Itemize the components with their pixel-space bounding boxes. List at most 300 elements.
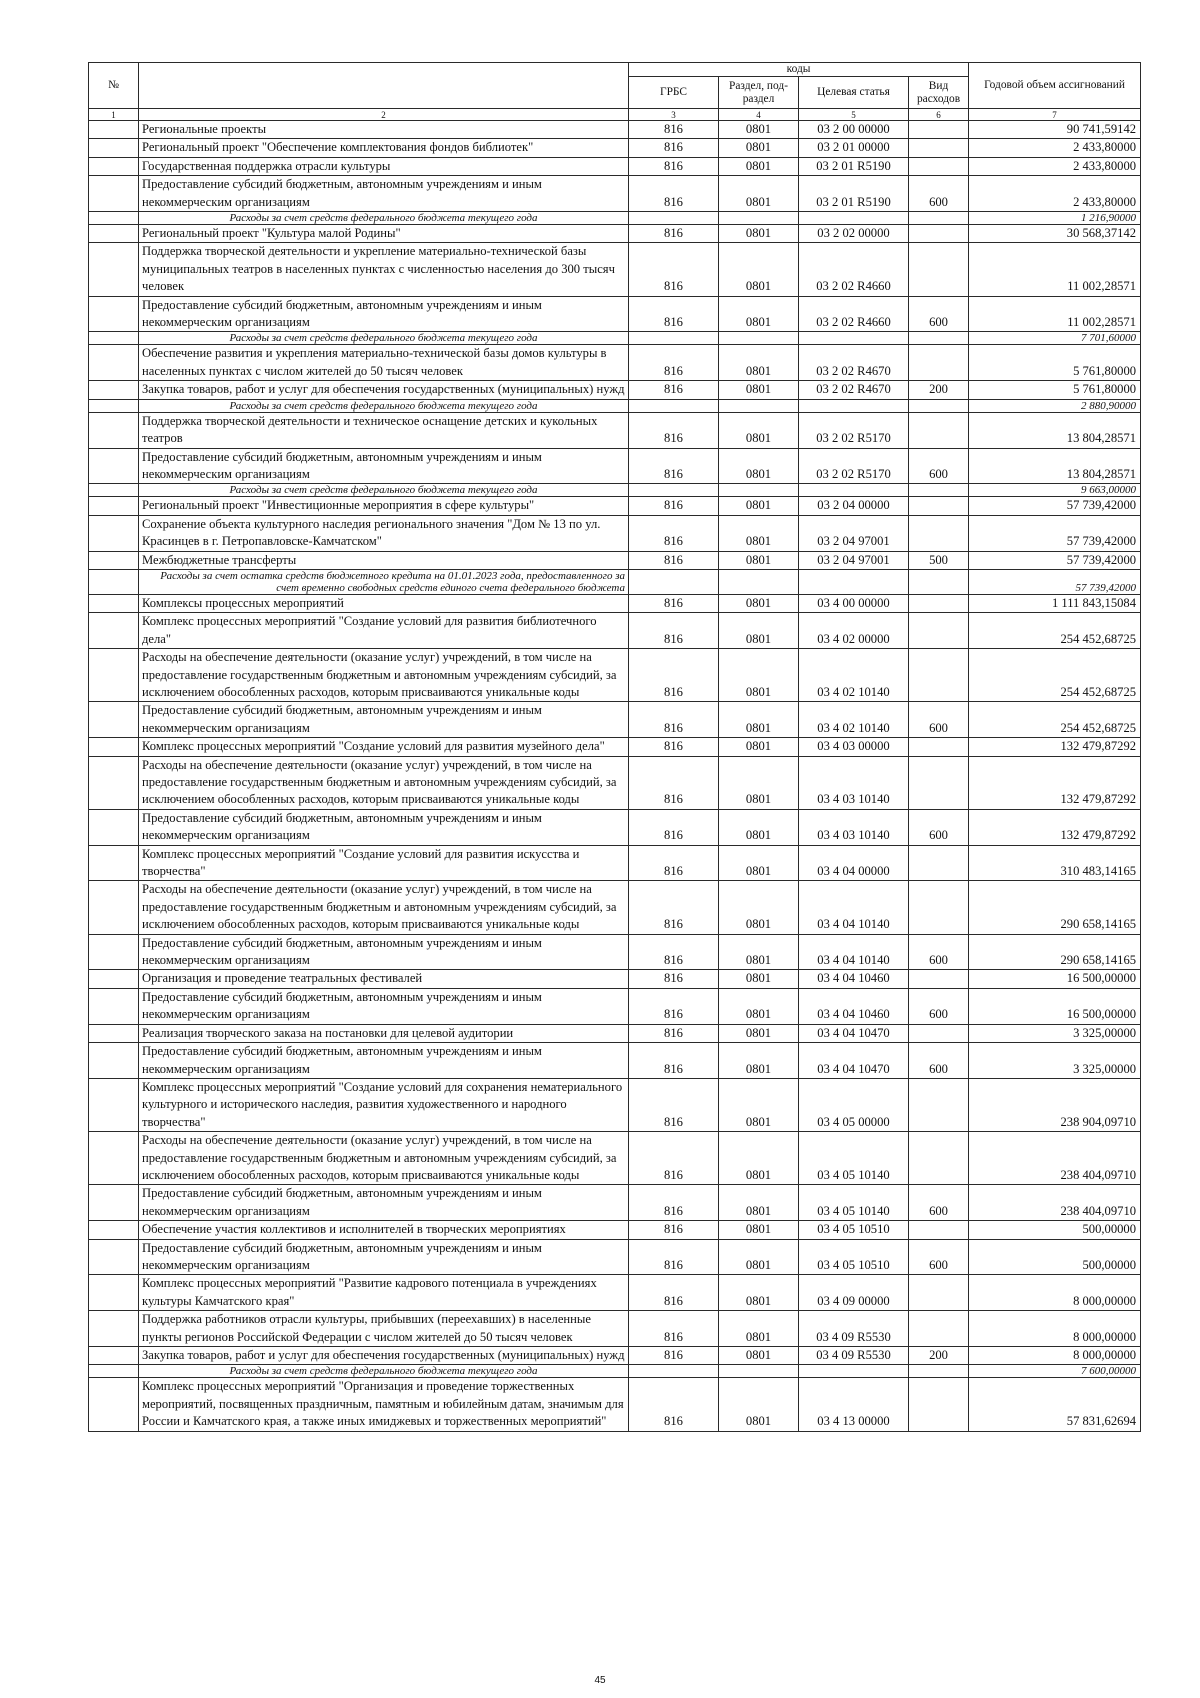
- table-row: [89, 649, 1141, 702]
- row-exp-type: [909, 1024, 969, 1042]
- row-exp-type: [909, 970, 969, 988]
- row-name: Закупка товаров, работ и услуг для обеспечения государственных (муниципальных) нужд: [139, 1347, 629, 1365]
- table-row: [89, 1078, 1141, 1131]
- row-number-cell: [89, 809, 139, 845]
- row-section: 0801: [719, 497, 799, 515]
- row-grbs: 816: [629, 1043, 719, 1079]
- row-exp-type: 600: [909, 702, 969, 738]
- row-amount: 16 500,00000: [969, 988, 1141, 1024]
- row-number-cell: [89, 881, 139, 934]
- row-number-cell: [89, 1185, 139, 1221]
- row-section: 0801: [719, 121, 799, 139]
- empty-cell: [719, 484, 799, 497]
- empty-cell: [799, 484, 909, 497]
- row-name: Предоставление субсидий бюджетным, автономным учреждениям и иным некоммерческим организациям: [139, 448, 629, 484]
- row-number-cell: [89, 497, 139, 515]
- table-body: [89, 121, 1141, 1432]
- row-article: 03 4 09 00000: [799, 1275, 909, 1311]
- table-row: [89, 345, 1141, 381]
- row-exp-type: [909, 225, 969, 243]
- col-number: 6: [909, 109, 969, 121]
- table-header: [89, 63, 1141, 121]
- note-row: [89, 332, 1141, 345]
- row-name: Организация и проведение театральных фестивалей: [139, 970, 629, 988]
- header-grbs: ГРБС: [629, 77, 719, 109]
- row-exp-type: 600: [909, 296, 969, 332]
- row-exp-type: [909, 412, 969, 448]
- row-section: 0801: [719, 1024, 799, 1042]
- row-amount: 5 761,80000: [969, 345, 1141, 381]
- table-row: [89, 412, 1141, 448]
- row-amount: 238 404,09710: [969, 1132, 1141, 1185]
- row-section: 0801: [719, 1239, 799, 1275]
- row-section: 0801: [719, 738, 799, 756]
- row-grbs: 816: [629, 121, 719, 139]
- row-exp-type: 600: [909, 448, 969, 484]
- table-row: [89, 551, 1141, 569]
- row-exp-type: [909, 1275, 969, 1311]
- row-exp-type: 200: [909, 381, 969, 399]
- row-section: 0801: [719, 809, 799, 845]
- row-name: Предоставление субсидий бюджетным, автономным учреждениям и иным некоммерческим организациям: [139, 176, 629, 212]
- row-article: 03 4 03 10140: [799, 756, 909, 809]
- table-row: [89, 1378, 1141, 1431]
- row-number-cell: [89, 484, 139, 497]
- row-name: Региональный проект "Культура малой Родины": [139, 225, 629, 243]
- row-amount: 254 452,68725: [969, 613, 1141, 649]
- row-article: 03 2 01 R5190: [799, 176, 909, 212]
- row-section: 0801: [719, 702, 799, 738]
- row-number-cell: [89, 176, 139, 212]
- table-row: [89, 515, 1141, 551]
- empty-cell: [719, 399, 799, 412]
- row-amount: 13 804,28571: [969, 412, 1141, 448]
- row-amount: 3 325,00000: [969, 1024, 1141, 1042]
- row-exp-type: [909, 515, 969, 551]
- row-exp-type: 600: [909, 988, 969, 1024]
- row-article: 03 4 02 00000: [799, 613, 909, 649]
- row-article: 03 2 04 97001: [799, 515, 909, 551]
- row-amount: 57 739,42000: [969, 497, 1141, 515]
- row-number-cell: [89, 345, 139, 381]
- row-number-cell: [89, 139, 139, 157]
- row-exp-type: [909, 881, 969, 934]
- row-name: Расходы на обеспечение деятельности (оказание услуг) учреждений, в том числе на предоставление государственным бюджетным и автономным учреждениям субсидий, за исключением обособленных расходов, которым присваиваются уникальные коды: [139, 1132, 629, 1185]
- table-row: [89, 176, 1141, 212]
- row-article: 03 4 04 10460: [799, 970, 909, 988]
- row-article: 03 4 04 10470: [799, 1024, 909, 1042]
- row-article: 03 2 01 00000: [799, 139, 909, 157]
- col-number: 5: [799, 109, 909, 121]
- row-section: 0801: [719, 881, 799, 934]
- col-number: 3: [629, 109, 719, 121]
- note-row: [89, 484, 1141, 497]
- row-exp-type: [909, 1132, 969, 1185]
- table-row: [89, 970, 1141, 988]
- row-amount: 57 739,42000: [969, 551, 1141, 569]
- table-row: [89, 1185, 1141, 1221]
- row-section: 0801: [719, 176, 799, 212]
- row-exp-type: [909, 845, 969, 881]
- empty-cell: [909, 484, 969, 497]
- row-grbs: 816: [629, 845, 719, 881]
- row-grbs: 816: [629, 243, 719, 296]
- row-article: 03 4 04 10140: [799, 881, 909, 934]
- note-text: Расходы за счет средств федерального бюджета текущего года: [139, 212, 629, 225]
- row-grbs: 816: [629, 497, 719, 515]
- row-exp-type: 600: [909, 1043, 969, 1079]
- row-number-cell: [89, 551, 139, 569]
- row-article: 03 4 04 10460: [799, 988, 909, 1024]
- row-section: 0801: [719, 649, 799, 702]
- row-name: Сохранение объекта культурного наследия регионального значения "Дом № 13 по ул. Красинцев в г. Петропавловске-Камчатском": [139, 515, 629, 551]
- row-grbs: 816: [629, 551, 719, 569]
- row-amount: 11 002,28571: [969, 296, 1141, 332]
- row-exp-type: [909, 345, 969, 381]
- row-name: Предоставление субсидий бюджетным, автономным учреждениям и иным некоммерческим организациям: [139, 1043, 629, 1079]
- row-amount: 290 658,14165: [969, 934, 1141, 970]
- row-name: Комплекс процессных мероприятий "Организация и проведение торжественных мероприятий, посвященных праздничным, памятным и юбилейным датам, значимым для России и Камчатского края, а также иных имиджевых и торжественных мероприятий": [139, 1378, 629, 1431]
- table-row: [89, 1132, 1141, 1185]
- empty-cell: [799, 399, 909, 412]
- row-name: Реализация творческого заказа на постановки для целевой аудитории: [139, 1024, 629, 1042]
- row-article: 03 2 04 97001: [799, 551, 909, 569]
- row-number-cell: [89, 702, 139, 738]
- row-section: 0801: [719, 1043, 799, 1079]
- row-number-cell: [89, 1378, 139, 1431]
- row-section: 0801: [719, 381, 799, 399]
- row-name: Комплекс процессных мероприятий "Создание условий для развития библиотечного дела": [139, 613, 629, 649]
- row-number-cell: [89, 613, 139, 649]
- empty-cell: [909, 332, 969, 345]
- table-row: [89, 139, 1141, 157]
- row-article: 03 4 04 00000: [799, 845, 909, 881]
- row-amount: 11 002,28571: [969, 243, 1141, 296]
- empty-cell: [719, 332, 799, 345]
- table-row: [89, 738, 1141, 756]
- row-section: 0801: [719, 1378, 799, 1431]
- row-name: Предоставление субсидий бюджетным, автономным учреждениям и иным некоммерческим организациям: [139, 1185, 629, 1221]
- row-exp-type: [909, 613, 969, 649]
- note-row: [89, 399, 1141, 412]
- note-text: Расходы за счет остатка средств бюджетного кредита на 01.01.2023 года, предоставленного за счет временно свободных средств единого счета федерального бюджета: [139, 569, 629, 594]
- row-number-cell: [89, 296, 139, 332]
- row-number-cell: [89, 121, 139, 139]
- note-text: Расходы за счет средств федерального бюджета текущего года: [139, 332, 629, 345]
- note-text: Расходы за счет средств федерального бюджета текущего года: [139, 1365, 629, 1378]
- row-exp-type: 600: [909, 934, 969, 970]
- row-grbs: 816: [629, 738, 719, 756]
- row-number-cell: [89, 649, 139, 702]
- row-name: Предоставление субсидий бюджетным, автономным учреждениям и иным некоммерческим организациям: [139, 702, 629, 738]
- row-exp-type: [909, 738, 969, 756]
- row-exp-type: 600: [909, 176, 969, 212]
- row-amount: 254 452,68725: [969, 702, 1141, 738]
- table-row: [89, 497, 1141, 515]
- table-row: [89, 1024, 1141, 1042]
- row-number-cell: [89, 381, 139, 399]
- row-article: 03 4 03 00000: [799, 738, 909, 756]
- row-amount: 13 804,28571: [969, 448, 1141, 484]
- row-article: 03 2 01 R5190: [799, 157, 909, 175]
- table-row: [89, 988, 1141, 1024]
- note-row: [89, 212, 1141, 225]
- row-amount: 90 741,59142: [969, 121, 1141, 139]
- note-amount: 7 701,60000: [969, 332, 1141, 345]
- col-number: 1: [89, 109, 139, 121]
- table-row: [89, 881, 1141, 934]
- row-number-cell: [89, 934, 139, 970]
- row-exp-type: [909, 1311, 969, 1347]
- row-amount: 2 433,80000: [969, 176, 1141, 212]
- empty-cell: [629, 399, 719, 412]
- row-amount: 2 433,80000: [969, 157, 1141, 175]
- row-grbs: 816: [629, 1132, 719, 1185]
- row-exp-type: [909, 1221, 969, 1239]
- row-article: 03 4 02 10140: [799, 649, 909, 702]
- row-name: Предоставление субсидий бюджетным, автономным учреждениям и иным некоммерческим организациям: [139, 296, 629, 332]
- row-section: 0801: [719, 157, 799, 175]
- column-numbers-row: [89, 109, 1141, 121]
- row-number-cell: [89, 1132, 139, 1185]
- row-grbs: 816: [629, 345, 719, 381]
- col-number: 7: [969, 109, 1141, 121]
- empty-cell: [629, 212, 719, 225]
- row-amount: 8 000,00000: [969, 1311, 1141, 1347]
- row-name: Комплекс процессных мероприятий "Развитие кадрового потенциала в учреждениях культуры Камчатского края": [139, 1275, 629, 1311]
- table-row: [89, 296, 1141, 332]
- row-name: Государственная поддержка отрасли культуры: [139, 157, 629, 175]
- row-section: 0801: [719, 345, 799, 381]
- row-amount: 1 111 843,15084: [969, 594, 1141, 612]
- row-grbs: 816: [629, 296, 719, 332]
- row-grbs: 816: [629, 1347, 719, 1365]
- row-grbs: 816: [629, 515, 719, 551]
- row-section: 0801: [719, 1078, 799, 1131]
- empty-cell: [909, 399, 969, 412]
- row-article: 03 2 02 R4660: [799, 296, 909, 332]
- row-article: 03 4 03 10140: [799, 809, 909, 845]
- row-amount: 132 479,87292: [969, 738, 1141, 756]
- row-number-cell: [89, 1347, 139, 1365]
- row-name: Расходы на обеспечение деятельности (оказание услуг) учреждений, в том числе на предоставление государственным бюджетным и автономным учреждениям субсидий, за исключением обособленных расходов, которым присваиваются уникальные коды: [139, 649, 629, 702]
- note-amount: 7 600,00000: [969, 1365, 1141, 1378]
- row-article: 03 2 02 R4670: [799, 345, 909, 381]
- row-name: Комплекс процессных мероприятий "Создание условий для развития музейного дела": [139, 738, 629, 756]
- row-name: Поддержка творческой деятельности и техническое оснащение детских и кукольных театров: [139, 412, 629, 448]
- row-article: 03 2 00 00000: [799, 121, 909, 139]
- row-number-cell: [89, 1239, 139, 1275]
- row-article: 03 2 02 R4660: [799, 243, 909, 296]
- row-grbs: 816: [629, 448, 719, 484]
- row-name: Предоставление субсидий бюджетным, автономным учреждениям и иным некоммерческим организациям: [139, 1239, 629, 1275]
- row-number-cell: [89, 225, 139, 243]
- row-grbs: 816: [629, 756, 719, 809]
- empty-cell: [909, 569, 969, 594]
- row-name: Расходы на обеспечение деятельности (оказание услуг) учреждений, в том числе на предоставление государственным бюджетным и автономным учреждениям субсидий, за исключением обособленных расходов, которым присваиваются уникальные коды: [139, 881, 629, 934]
- table-row: [89, 845, 1141, 881]
- row-amount: 57 739,42000: [969, 515, 1141, 551]
- row-name: Региональные проекты: [139, 121, 629, 139]
- row-article: 03 2 02 R5170: [799, 412, 909, 448]
- row-name: Межбюджетные трансферты: [139, 551, 629, 569]
- row-section: 0801: [719, 1221, 799, 1239]
- row-exp-type: 600: [909, 1185, 969, 1221]
- row-grbs: 816: [629, 1239, 719, 1275]
- row-grbs: 816: [629, 649, 719, 702]
- row-name: Поддержка работников отрасли культуры, прибывших (переехавших) в населенные пункты регионов Российской Федерации с числом жителей до 50 тысяч человек: [139, 1311, 629, 1347]
- row-number-cell: [89, 448, 139, 484]
- row-section: 0801: [719, 243, 799, 296]
- row-section: 0801: [719, 1311, 799, 1347]
- empty-cell: [799, 212, 909, 225]
- row-section: 0801: [719, 845, 799, 881]
- table-row: [89, 225, 1141, 243]
- col-number: 2: [139, 109, 629, 121]
- table-row: [89, 1347, 1141, 1365]
- row-section: 0801: [719, 1185, 799, 1221]
- row-number-cell: [89, 756, 139, 809]
- row-exp-type: [909, 1378, 969, 1431]
- row-number-cell: [89, 988, 139, 1024]
- note-row: [89, 569, 1141, 594]
- row-number-cell: [89, 212, 139, 225]
- empty-cell: [799, 332, 909, 345]
- empty-cell: [629, 569, 719, 594]
- table-row: [89, 1311, 1141, 1347]
- row-article: 03 4 02 10140: [799, 702, 909, 738]
- row-amount: 57 831,62694: [969, 1378, 1141, 1431]
- row-section: 0801: [719, 988, 799, 1024]
- row-section: 0801: [719, 225, 799, 243]
- row-grbs: 816: [629, 934, 719, 970]
- row-amount: 132 479,87292: [969, 809, 1141, 845]
- header-section: Раздел, под-раздел: [719, 77, 799, 109]
- row-name: Региональный проект "Инвестиционные мероприятия в сфере культуры": [139, 497, 629, 515]
- row-section: 0801: [719, 1132, 799, 1185]
- table-row: [89, 756, 1141, 809]
- row-amount: 238 904,09710: [969, 1078, 1141, 1131]
- row-number-cell: [89, 332, 139, 345]
- table-row: [89, 157, 1141, 175]
- header-annual: Годовой объем ассигнований: [969, 63, 1141, 109]
- row-exp-type: [909, 121, 969, 139]
- row-amount: 2 433,80000: [969, 139, 1141, 157]
- empty-cell: [799, 1365, 909, 1378]
- header-codes: коды: [629, 63, 969, 77]
- note-row: [89, 1365, 1141, 1378]
- row-amount: 290 658,14165: [969, 881, 1141, 934]
- row-amount: 132 479,87292: [969, 756, 1141, 809]
- row-section: 0801: [719, 594, 799, 612]
- row-number-cell: [89, 845, 139, 881]
- empty-cell: [799, 569, 909, 594]
- empty-cell: [629, 484, 719, 497]
- row-name: Комплекс процессных мероприятий "Создание условий для сохранения нематериального культурного и исторического наследия, развития художественного и народного творчества": [139, 1078, 629, 1131]
- row-exp-type: [909, 157, 969, 175]
- note-amount: 9 663,00000: [969, 484, 1141, 497]
- budget-table: [88, 62, 1141, 1432]
- row-section: 0801: [719, 1347, 799, 1365]
- empty-cell: [719, 212, 799, 225]
- row-exp-type: 200: [909, 1347, 969, 1365]
- col-number: 4: [719, 109, 799, 121]
- row-article: 03 4 09 R5530: [799, 1347, 909, 1365]
- row-grbs: 816: [629, 139, 719, 157]
- row-number-cell: [89, 412, 139, 448]
- table-row: [89, 1043, 1141, 1079]
- table-row: [89, 448, 1141, 484]
- row-grbs: 816: [629, 1378, 719, 1431]
- table-row: [89, 934, 1141, 970]
- row-grbs: 816: [629, 381, 719, 399]
- row-number-cell: [89, 594, 139, 612]
- row-article: 03 4 04 10470: [799, 1043, 909, 1079]
- row-name: Обеспечение участия коллективов и исполнителей в творческих мероприятиях: [139, 1221, 629, 1239]
- row-article: 03 2 02 R5170: [799, 448, 909, 484]
- row-article: 03 4 05 10510: [799, 1239, 909, 1275]
- row-article: 03 4 05 10510: [799, 1221, 909, 1239]
- empty-cell: [719, 1365, 799, 1378]
- row-article: 03 4 05 10140: [799, 1185, 909, 1221]
- row-section: 0801: [719, 756, 799, 809]
- row-exp-type: 600: [909, 809, 969, 845]
- row-number-cell: [89, 243, 139, 296]
- row-amount: 8 000,00000: [969, 1275, 1141, 1311]
- row-amount: 254 452,68725: [969, 649, 1141, 702]
- note-amount: 57 739,42000: [969, 569, 1141, 594]
- row-exp-type: 500: [909, 551, 969, 569]
- row-section: 0801: [719, 613, 799, 649]
- row-number-cell: [89, 569, 139, 594]
- row-amount: 3 325,00000: [969, 1043, 1141, 1079]
- row-name: Комплексы процессных мероприятий: [139, 594, 629, 612]
- row-exp-type: [909, 756, 969, 809]
- table-row: [89, 381, 1141, 399]
- row-exp-type: [909, 243, 969, 296]
- row-article: 03 4 05 00000: [799, 1078, 909, 1131]
- row-grbs: 816: [629, 613, 719, 649]
- row-grbs: 816: [629, 809, 719, 845]
- row-grbs: 816: [629, 1275, 719, 1311]
- row-number-cell: [89, 1311, 139, 1347]
- row-exp-type: [909, 594, 969, 612]
- header-article: Целевая статья: [799, 77, 909, 109]
- row-number-cell: [89, 1024, 139, 1042]
- table-row: [89, 121, 1141, 139]
- row-exp-type: [909, 649, 969, 702]
- empty-cell: [629, 332, 719, 345]
- row-article: 03 4 05 10140: [799, 1132, 909, 1185]
- row-article: 03 4 13 00000: [799, 1378, 909, 1431]
- row-section: 0801: [719, 515, 799, 551]
- row-grbs: 816: [629, 1221, 719, 1239]
- row-grbs: 816: [629, 702, 719, 738]
- row-section: 0801: [719, 551, 799, 569]
- row-article: 03 4 04 10140: [799, 934, 909, 970]
- row-name: Предоставление субсидий бюджетным, автономным учреждениям и иным некоммерческим организациям: [139, 934, 629, 970]
- row-number-cell: [89, 1221, 139, 1239]
- empty-cell: [719, 569, 799, 594]
- row-article: 03 2 04 00000: [799, 497, 909, 515]
- row-amount: 5 761,80000: [969, 381, 1141, 399]
- row-name: Расходы на обеспечение деятельности (оказание услуг) учреждений, в том числе на предоставление государственным бюджетным и автономным учреждениям субсидий, за исключением обособленных расходов, которым присваиваются уникальные коды: [139, 756, 629, 809]
- row-amount: 310 483,14165: [969, 845, 1141, 881]
- row-amount: 8 000,00000: [969, 1347, 1141, 1365]
- table-row: [89, 594, 1141, 612]
- row-name: Закупка товаров, работ и услуг для обеспечения государственных (муниципальных) нужд: [139, 381, 629, 399]
- row-grbs: 816: [629, 157, 719, 175]
